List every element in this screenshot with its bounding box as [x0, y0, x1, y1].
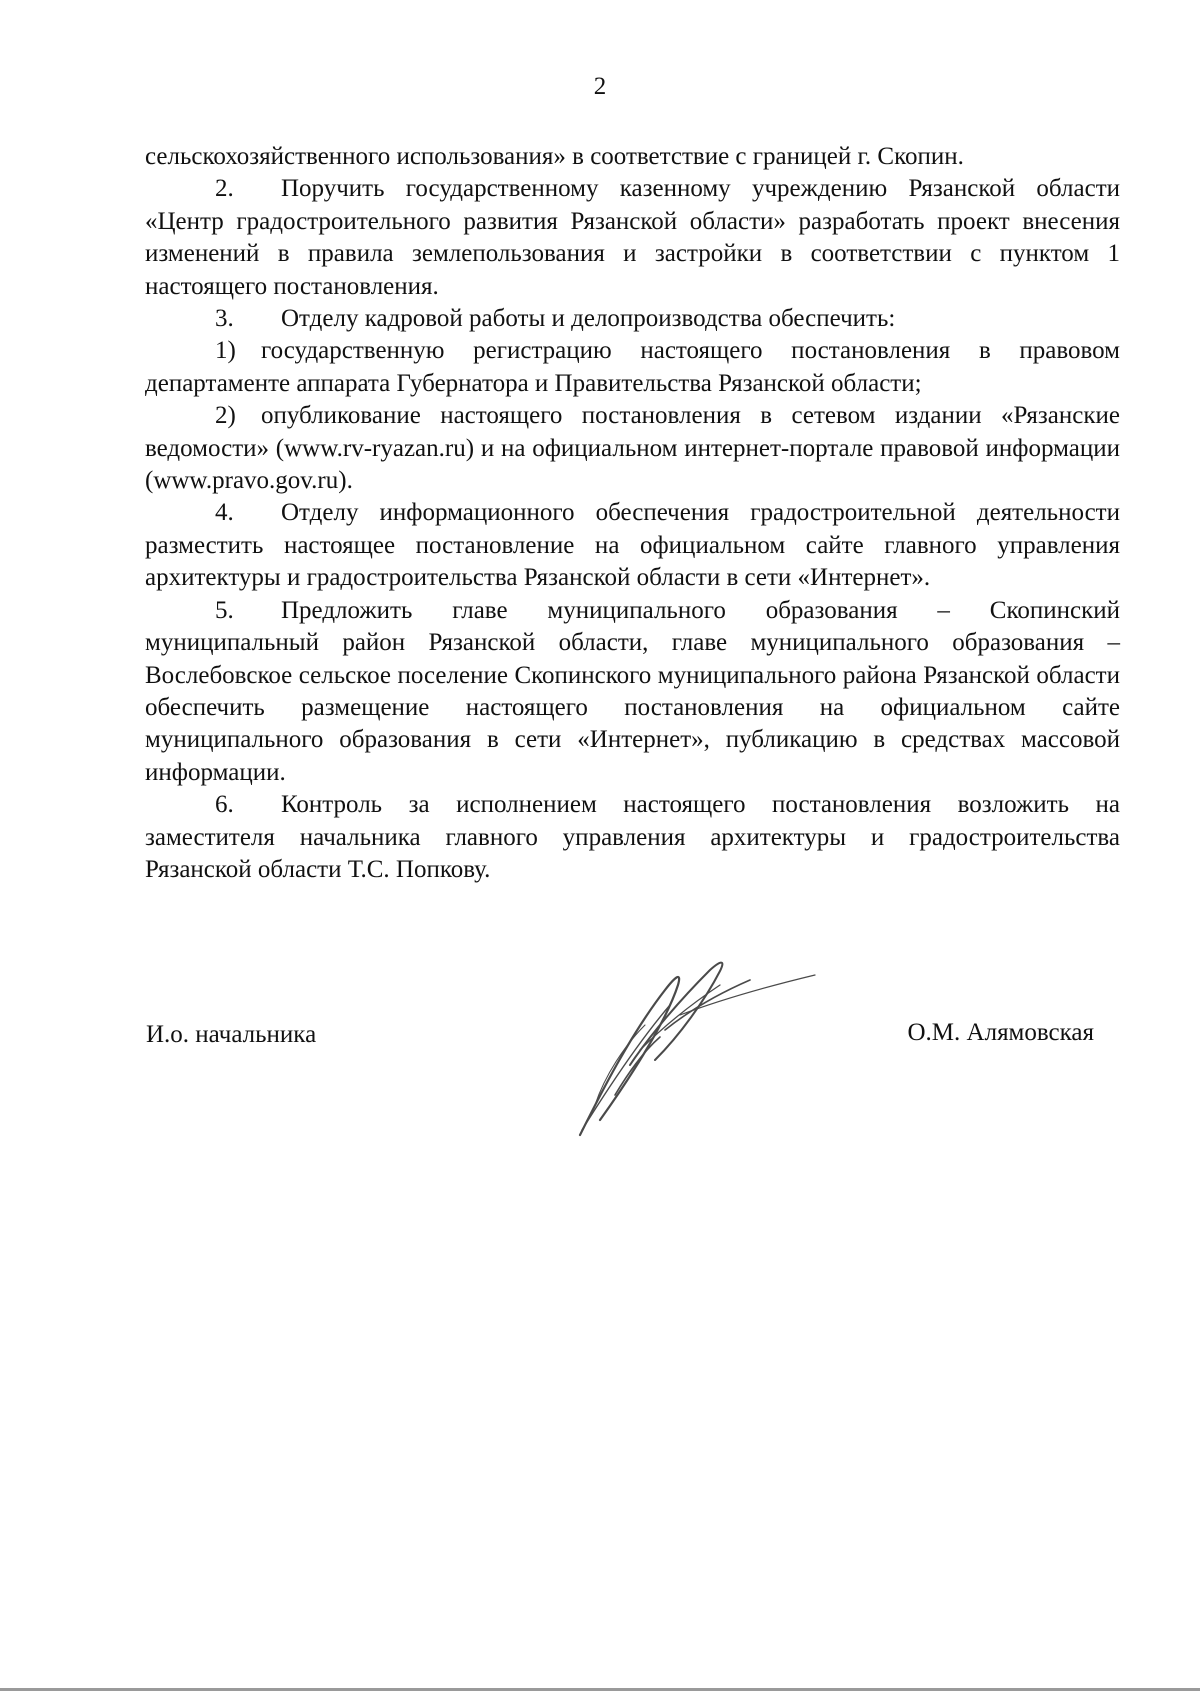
paragraph-continuation	[145, 141, 1120, 173]
document-body	[145, 141, 1120, 886]
paragraph-item-3	[145, 303, 1120, 335]
paragraph-subitem-1	[145, 335, 1120, 400]
paragraph-text: сельскохозяйственного использования» в соответствие с границей г. Скопин.	[145, 143, 964, 170]
item-number: 1)	[215, 337, 236, 365]
paragraph-text: Отделу кадровой работы и делопроизводства обеспечить:	[281, 305, 896, 333]
bottom-divider	[0, 1688, 1200, 1691]
paragraph-text: опубликование настоящего постановления в сетевом издании «Рязанские ведомости» (www.rv-ryazan.ru) и на официальном интернет-портале правовой информации (www.pravo.gov.ru).	[145, 402, 1120, 495]
paragraph-item-4	[145, 497, 1120, 594]
signatory-name: О.М. Алямовская	[907, 1019, 1094, 1046]
paragraph-text: Отделу информационного обеспечения градостроительной деятельности разместить настоящее постановление на официальном сайте главного управления архитектуры и градостроительства Рязанской области в сети «Интернет».	[145, 499, 1120, 592]
item-number: 5.	[215, 596, 234, 624]
item-number: 4.	[215, 499, 234, 527]
paragraph-text: Поручить государственному казенному учреждению Рязанской области «Центр градостроительного развития Рязанской области» разработать проект внесения изменений в правила землепользования и застройки в соответствии с пунктом 1 настоящего постановления.	[145, 175, 1120, 300]
item-number: 2.	[215, 175, 234, 203]
item-number: 3.	[215, 305, 234, 333]
handwritten-signature-icon	[570, 945, 830, 1145]
paragraph-text: Предложить главе муниципального образования – Скопинский муниципальный район Рязанской области, главе муниципального образования – Вослебовское сельское поселение Скопинского муниципального района Рязанской области обеспечить размещение настоящего постановления на официальном сайте муниципального образования в сети «Интернет», публикацию в средствах массовой информации.	[145, 596, 1120, 786]
paragraph-text: Контроль за исполнением настоящего постановления возложить на заместителя начальника главного управления архитектуры и градостроительства Рязанской области Т.С. Попкову.	[145, 791, 1120, 883]
page-number: 2	[593, 73, 607, 100]
item-number: 2)	[215, 402, 236, 430]
paragraph-subitem-2	[145, 400, 1120, 497]
item-number: 6.	[215, 791, 234, 819]
paragraph-item-2	[145, 173, 1120, 303]
paragraph-item-6	[145, 789, 1120, 886]
signatory-title: И.о. начальника	[146, 1021, 317, 1048]
paragraph-text: государственную регистрацию настоящего постановления в правовом департаменте аппарата Губернатора и Правительства Рязанской области;	[145, 337, 1120, 397]
paragraph-item-5	[145, 595, 1120, 789]
